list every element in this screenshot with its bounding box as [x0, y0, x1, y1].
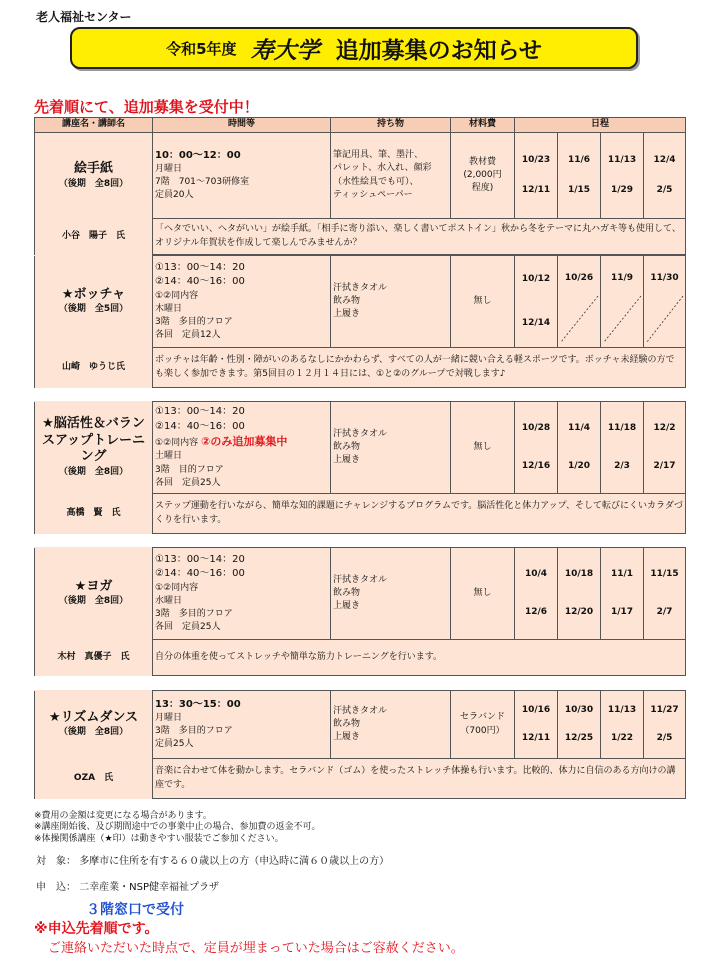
date: 12/11 — [521, 732, 551, 743]
date: 11/15 — [650, 569, 679, 580]
date-cell — [558, 256, 601, 348]
course-name: ★脳活性＆バランスアップトレーニング — [41, 415, 146, 465]
course-description: ステップ運動を行いながら、簡単な知的課題にチャレンジするプログラムです。脳活性化と体力アップ、そして転びにくいカラダづくりを行います。 — [153, 494, 686, 534]
schedule-line: 各回 定員25人 — [155, 477, 221, 488]
date: 12/6 — [524, 606, 548, 617]
date-cell — [558, 133, 601, 219]
date: 11/27 — [650, 705, 679, 716]
unused-slot-slash — [644, 256, 686, 348]
date-cell — [644, 256, 686, 348]
date: 11/4 — [567, 423, 591, 434]
instructor-name: 木村 真優子 氏 — [35, 640, 153, 676]
date: 11/13 — [607, 155, 637, 166]
note-line: ※講座開始後、及び期間途中での事業中止の場合、参加費の返金不可。 — [34, 822, 321, 833]
date: 2/7 — [656, 606, 673, 617]
schedule-line: 定員25人 — [155, 739, 194, 750]
target-label: 対 象： — [36, 856, 76, 867]
date-cell — [644, 548, 686, 640]
university-name: 寿大学 — [250, 37, 320, 64]
schedule-line: 3階 多目的フロア — [155, 317, 233, 327]
items-cell — [331, 548, 451, 640]
date: 11/30 — [650, 272, 679, 283]
item-line: 上履き — [333, 601, 361, 612]
items-cell — [331, 256, 451, 348]
course-term: （後期 全8回） — [58, 596, 129, 607]
schedule-line: 定員20人 — [155, 190, 194, 201]
date: 12/14 — [521, 317, 551, 328]
items-cell — [331, 133, 451, 219]
organization-name: 老人福祉センター — [36, 10, 132, 24]
unused-slot-slash — [601, 256, 644, 348]
fee-line: 無し — [473, 441, 492, 452]
date: 10/4 — [524, 569, 548, 580]
apply-label: 申 込： — [36, 882, 76, 893]
item-line: （水性絵具でも可）、 — [333, 176, 419, 187]
schedule-line: ①②同内容 — [155, 582, 199, 593]
schedule-line: 月曜日 — [155, 164, 183, 175]
date-cell — [515, 548, 558, 640]
date: 10/23 — [521, 155, 551, 166]
fee-cell — [451, 256, 515, 348]
schedule-line: ②14：40～16：00 — [155, 276, 245, 288]
date-cell — [515, 691, 558, 759]
date-cell — [558, 691, 601, 759]
note-line: ※体操関係講座（★印）は動きやすい服装でご参加ください。 — [34, 833, 284, 844]
items-cell — [331, 402, 451, 494]
course-term: （後期 全5回） — [58, 304, 129, 315]
fee-line: 無し — [473, 295, 492, 306]
course-description: 「ヘタでいい、ヘタがいい」が絵手紙。「相手に寄り添い、楽しく書いてポストイン」秋から冬をテーマに丸ハガキ等も使用して、オリジナル年賀状を作成して楽しんでみませんか？ — [153, 219, 686, 255]
schedule-line: 13：30～15：00 — [155, 698, 241, 710]
course-description: ボッチャは年齢・性別・障がいのあるなしにかかわらず、すべての人が一緒に競い合える軽スポーツです。ボッチャ未経験の方でも楽しく参加できます。第5回目の１２月１４日には、①と②のグループで対戦します♪ — [153, 348, 686, 388]
item-line: 上履き — [333, 309, 361, 320]
schedule-line: 各回 定員12人 — [155, 330, 221, 341]
date: 1/29 — [610, 184, 634, 195]
course-table-1 — [34, 117, 686, 255]
col-header-time: 時間等 — [153, 118, 331, 133]
item-line: 飲み物 — [333, 441, 361, 452]
date-cell — [644, 402, 686, 494]
item-line: 飲み物 — [333, 295, 361, 306]
schedule-line: 水曜日 — [155, 595, 183, 606]
date-cell — [601, 256, 644, 348]
date: 11/6 — [567, 155, 591, 166]
schedule-line: 木曜日 — [155, 303, 183, 314]
course-description: 自分の体重を使ってストレッチや簡単な筋力トレーニングを行います。 — [153, 640, 686, 676]
date: 1/22 — [610, 732, 634, 743]
fee-line: 教材費 (2,000円 — [463, 156, 502, 180]
item-line: 上履き — [333, 455, 361, 466]
fee-line: 無し — [473, 587, 492, 598]
date: 10/30 — [564, 705, 594, 716]
schedule-line: ①13：00～14：20 — [155, 553, 245, 565]
schedule-line: 7階 701～703研修室 — [155, 177, 250, 188]
fee-cell — [451, 691, 515, 759]
date-cell — [644, 133, 686, 219]
date-cell — [515, 256, 558, 348]
notes-block — [34, 811, 321, 845]
date: 10/26 — [564, 272, 594, 283]
date: 11/9 — [610, 272, 634, 283]
course-title-cell — [35, 548, 153, 640]
course-name: ★ヨガ — [74, 578, 113, 594]
date: 1/20 — [567, 460, 591, 471]
fee-line: （700円） — [460, 725, 505, 736]
date-cell — [601, 548, 644, 640]
schedule-line: ①13：00～14：20 — [155, 261, 245, 273]
course-table-4 — [34, 547, 686, 676]
date: 12/4 — [653, 155, 676, 166]
page-title: 追加募集のお知らせ — [335, 37, 542, 64]
instructor-name: 山崎 ゆうじ氏 — [35, 348, 153, 388]
year-label: 令和5年度 — [166, 39, 237, 58]
item-line: 飲み物 — [333, 718, 361, 729]
apply-text: 二幸産業・NSP健幸福祉プラザ — [79, 882, 220, 893]
date-cell — [644, 691, 686, 759]
schedule-line: ①13：00～14：20 — [155, 406, 245, 418]
schedule-line: 各回 定員25人 — [155, 622, 221, 633]
item-line: 飲み物 — [333, 587, 361, 598]
date-cell — [515, 402, 558, 494]
instructor-name: 高橋 賢 氏 — [35, 494, 153, 534]
course-title-cell — [35, 133, 153, 219]
item-line: ティッシュペーパー — [333, 189, 413, 200]
col-header-items: 持ち物 — [331, 118, 451, 133]
target-text: 多摩市に住所を有する６０歳以上の方（申込時に満６０歳以上の方） — [79, 856, 390, 867]
date: 2/5 — [656, 184, 673, 195]
item-line: 上履き — [333, 732, 361, 743]
date: 11/13 — [607, 705, 637, 716]
additional-recruit-note: ②のみ追加募集中 — [201, 435, 288, 449]
course-term: （後期 全8回） — [58, 467, 129, 478]
item-line: パレット、水入れ、顔彩 — [333, 163, 432, 174]
schedule-cell — [153, 691, 331, 759]
col-header-fee: 材料費 — [451, 118, 515, 133]
course-name: ★リズムダンス — [48, 709, 139, 725]
schedule-same-content: ①②同内容 — [155, 438, 199, 449]
schedule-cell — [153, 402, 331, 494]
apply-line — [36, 878, 219, 893]
date: 12/2 — [653, 423, 676, 434]
date: 12/20 — [564, 606, 594, 617]
date: 12/25 — [564, 732, 594, 743]
course-name: ★ボッチャ — [61, 286, 126, 302]
date-cell — [601, 133, 644, 219]
item-line: 汗拭きタオル — [333, 282, 388, 293]
first-come-banner: 先着順にて、追加募集を受付中！ — [34, 98, 259, 116]
date-cell — [601, 402, 644, 494]
date: 10/16 — [521, 705, 551, 716]
title-banner — [70, 27, 638, 69]
schedule-cell — [153, 548, 331, 640]
instructor-name: 小谷 陽子 氏 — [35, 219, 153, 255]
course-term: （後期 全8回） — [58, 178, 129, 189]
date-cell — [558, 402, 601, 494]
fee-line: セラバンド — [459, 712, 505, 723]
schedule-line: ②14：40～16：00 — [155, 568, 245, 580]
col-header-dates: 日程 — [515, 118, 686, 133]
item-line: 汗拭きタオル — [333, 574, 388, 585]
course-title-cell — [35, 691, 153, 759]
fee-line: 程度) — [471, 183, 494, 194]
date-cell — [515, 133, 558, 219]
date: 10/12 — [521, 274, 551, 285]
schedule-line: ①②同内容 — [155, 290, 199, 301]
fee-cell — [451, 548, 515, 640]
date-cell — [601, 691, 644, 759]
course-title-cell — [35, 402, 153, 494]
course-table-2 — [34, 255, 686, 388]
date: 11/1 — [610, 569, 634, 580]
fee-cell — [451, 402, 515, 494]
date: 12/11 — [521, 184, 551, 195]
first-come-note: ※申込先着順です。 — [34, 921, 159, 937]
item-line: 筆記用具、筆、墨汁、 — [333, 150, 424, 161]
course-title-cell — [35, 256, 153, 348]
date: 10/18 — [564, 569, 594, 580]
date: 2/17 — [653, 460, 676, 471]
schedule-line: 10：00～12：00 — [155, 149, 241, 161]
date: 10/28 — [521, 423, 551, 434]
date: 1/17 — [610, 606, 634, 617]
reception-window: ３階窓口で受付 — [86, 902, 184, 918]
schedule-cell — [153, 133, 331, 219]
date-cell — [558, 548, 601, 640]
date: 2/5 — [656, 732, 673, 743]
schedule-cell — [153, 256, 331, 348]
date: 12/16 — [521, 460, 551, 471]
course-name: 絵手紙 — [73, 160, 113, 176]
course-term: （後期 全8回） — [58, 727, 129, 738]
schedule-line: 月曜日 — [155, 713, 183, 724]
closing-note: ご連絡いただいた時点で、定員が埋まっていた場合はご容赦ください。 — [48, 941, 464, 956]
schedule-line: 3階 多目的フロア — [155, 726, 233, 737]
instructor-name: OZA 氏 — [35, 759, 153, 799]
item-line: 汗拭きタオル — [333, 705, 388, 716]
schedule-line: 3階 多目的フロア — [155, 609, 233, 619]
items-cell — [331, 691, 451, 759]
unused-slot-slash — [558, 256, 601, 348]
course-table-5 — [34, 690, 686, 799]
target-line — [36, 852, 389, 867]
date: 1/15 — [567, 184, 591, 195]
schedule-line: ②14：40～16：00 — [155, 420, 245, 432]
note-line: ※費用の金額は変更になる場合があります。 — [34, 811, 212, 821]
fee-cell — [451, 133, 515, 219]
schedule-line: 3階 目的フロア — [155, 464, 224, 475]
date: 2/3 — [614, 460, 630, 471]
item-line: 汗拭きタオル — [333, 428, 388, 439]
schedule-line — [155, 434, 328, 450]
course-description: 音楽に合わせて体を動かします。セラバンド（ゴム）を使ったストレッチ体操も行います。比較的、体力に自信のある方向けの講座です。 — [153, 759, 686, 799]
course-table-3 — [34, 401, 686, 534]
schedule-line: 土曜日 — [155, 451, 183, 462]
date: 11/18 — [607, 423, 637, 434]
col-header-name: 講座名・講師名 — [35, 118, 153, 133]
